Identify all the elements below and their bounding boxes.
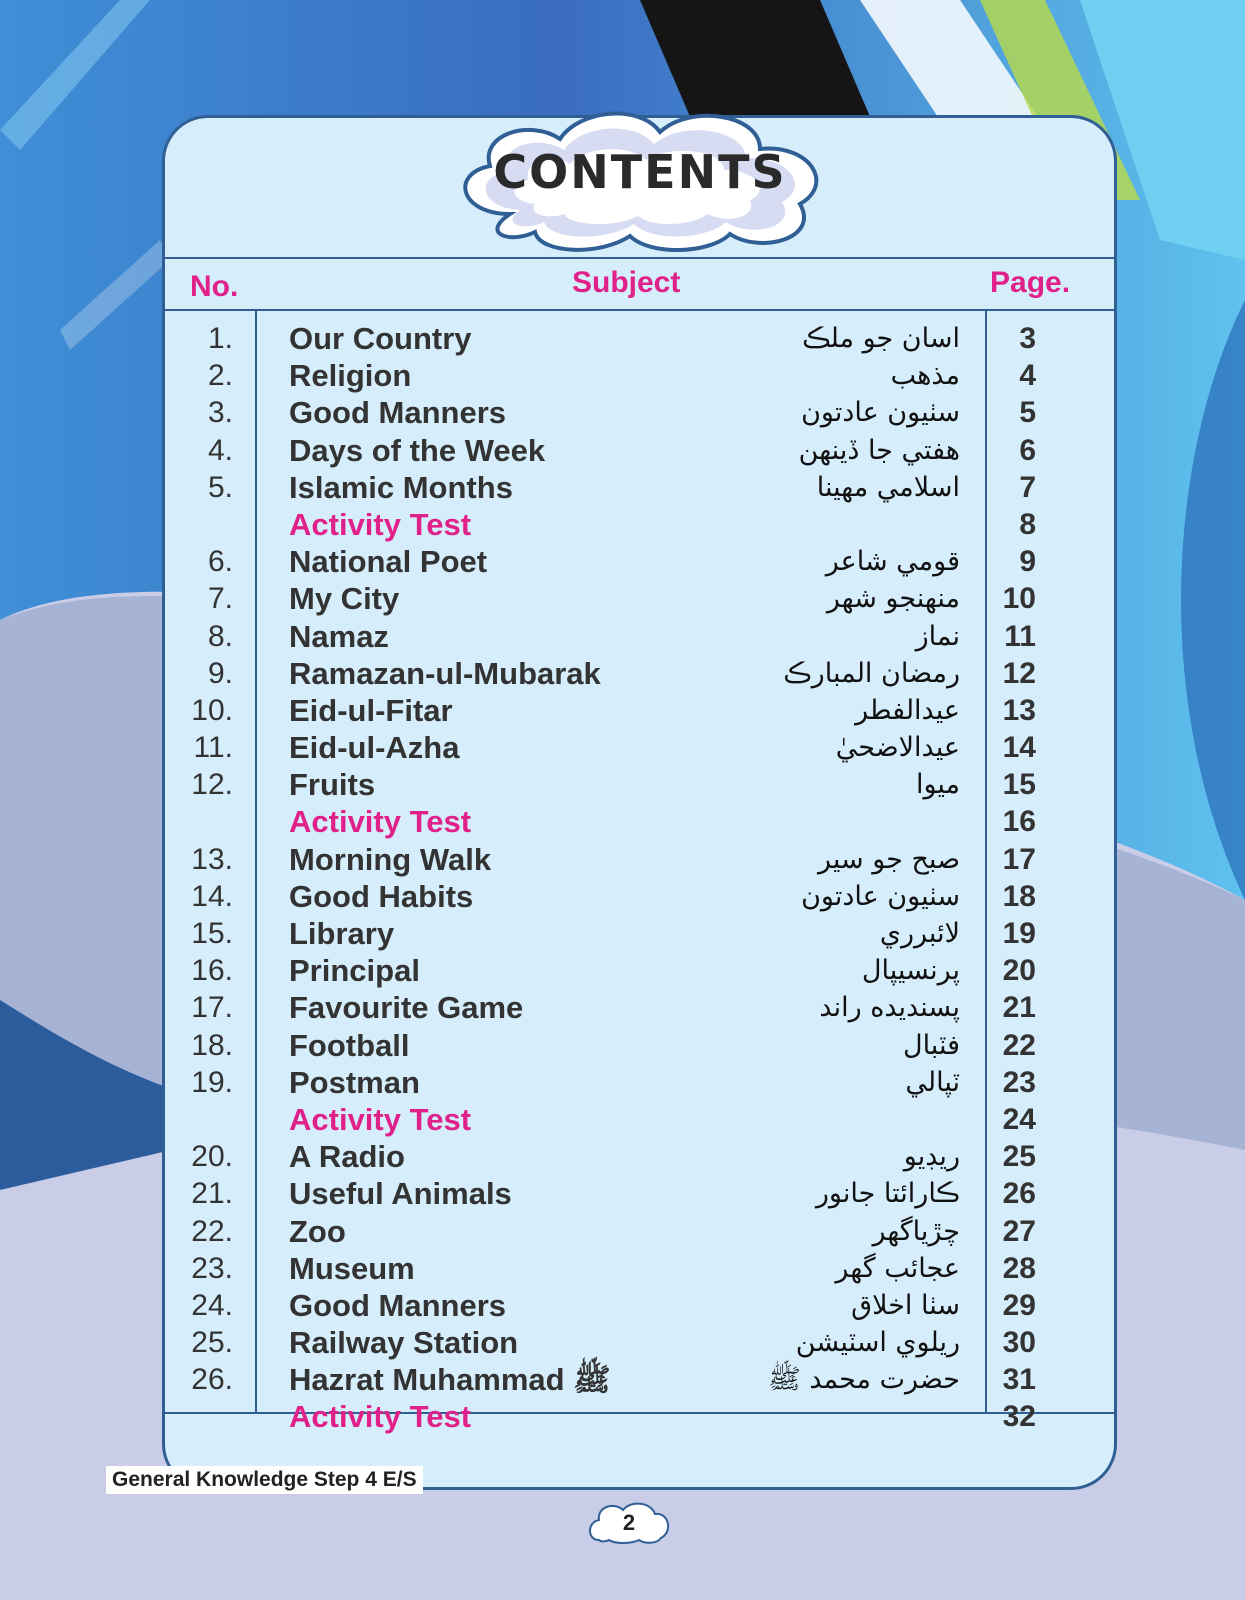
row-subject: Activity Test — [289, 506, 472, 542]
row-subject: Principal — [289, 953, 420, 989]
contents-row — [165, 543, 1114, 580]
row-subject: Museum — [289, 1250, 415, 1286]
row-page: 11 — [1004, 619, 1036, 653]
row-subject: Good Manners — [289, 395, 507, 431]
row-number: 4. — [207, 433, 233, 467]
row-sindhi-title: پسنديده راند — [819, 992, 960, 1024]
row-number: 15. — [191, 917, 233, 950]
row-sindhi-title: لائبرري — [879, 918, 960, 949]
row-page: 15 — [1002, 768, 1036, 802]
row-subject: Religion — [289, 358, 412, 394]
row-subject: Activity Test — [289, 1101, 472, 1137]
row-sindhi-title: اسلامي مهينا — [816, 471, 960, 503]
row-subject: National Poet — [289, 544, 488, 580]
row-page: 31 — [1002, 1363, 1036, 1397]
row-subject: My City — [289, 581, 400, 617]
row-number: 2. — [207, 359, 233, 393]
row-subject: Islamic Months — [289, 469, 513, 505]
row-page: 26 — [1002, 1177, 1036, 1211]
row-subject: Zoo — [289, 1213, 346, 1249]
row-page: 20 — [1002, 954, 1036, 988]
row-number: 7. — [207, 582, 233, 616]
row-sindhi-title: عجائب گهر — [835, 1252, 960, 1284]
row-number: 6. — [207, 545, 233, 579]
row-subject: Fruits — [289, 767, 376, 803]
row-number: 21. — [191, 1177, 233, 1211]
row-sindhi-title: مذهب — [890, 360, 960, 392]
row-page: 13 — [1002, 693, 1036, 727]
contents-row — [165, 1361, 1114, 1398]
contents-row — [165, 320, 1114, 357]
row-number: 13. — [191, 842, 233, 876]
row-number: 1. — [207, 322, 233, 355]
contents-row — [165, 655, 1114, 692]
row-subject: Football — [289, 1027, 410, 1063]
row-page: 10 — [1002, 582, 1036, 616]
row-sindhi-title: صبح جو سير — [818, 843, 960, 875]
contents-row — [165, 432, 1114, 469]
row-page: 24 — [1002, 1102, 1036, 1136]
row-number: 11. — [193, 731, 233, 765]
row-subject: Good Habits — [289, 878, 474, 914]
row-page: 14 — [1002, 731, 1036, 765]
contents-row — [165, 915, 1114, 952]
row-number: 19. — [191, 1065, 233, 1099]
row-number: 20. — [191, 1140, 233, 1174]
row-sindhi-title: سٺا اخلاق — [851, 1289, 960, 1321]
row-subject: Hazrat Muhammad ﷺ — [289, 1362, 611, 1398]
row-sindhi-title: ميوا — [915, 769, 960, 801]
row-page: 18 — [1002, 879, 1036, 913]
row-page: 30 — [1002, 1326, 1036, 1360]
row-subject: Days of the Week — [289, 432, 546, 468]
contents-row — [165, 766, 1114, 803]
row-subject: Postman — [289, 1064, 420, 1100]
row-subject: Eid-ul-Azha — [289, 730, 460, 766]
row-sindhi-title: سٺيون عادتون — [801, 397, 960, 429]
row-page: 7 — [1019, 470, 1036, 504]
activity-test-row — [165, 506, 1114, 543]
row-page: 5 — [1019, 396, 1036, 430]
row-number: 14. — [191, 879, 233, 913]
column-header-no: No. — [190, 270, 239, 303]
row-sindhi-title: ٽپالي — [905, 1066, 960, 1098]
contents-row — [165, 357, 1114, 394]
row-page: 8 — [1019, 507, 1036, 541]
row-number: 18. — [191, 1028, 233, 1062]
row-number: 17. — [191, 991, 233, 1025]
row-subject: Railway Station — [289, 1325, 519, 1361]
contents-row — [165, 841, 1114, 878]
contents-row — [165, 1324, 1114, 1361]
contents-row — [165, 618, 1114, 655]
row-subject: Activity Test — [289, 804, 472, 840]
row-subject: Useful Animals — [289, 1176, 512, 1212]
activity-test-row — [165, 1398, 1114, 1435]
row-page: 17 — [1002, 842, 1036, 876]
row-page: 32 — [1002, 1400, 1036, 1434]
row-page: 19 — [1002, 917, 1036, 950]
contents-row — [165, 469, 1114, 506]
row-sindhi-title: پرنسيپال — [861, 955, 960, 987]
row-number: 9. — [207, 656, 233, 690]
row-number: 10. — [191, 693, 233, 727]
row-subject: Good Manners — [289, 1287, 507, 1323]
contents-row — [165, 692, 1114, 729]
row-sindhi-title: اسان جو ملڪ — [802, 323, 960, 354]
row-number: 5. — [207, 470, 233, 504]
row-number: 25. — [191, 1326, 233, 1360]
row-page: 6 — [1019, 433, 1036, 467]
row-page: 12 — [1002, 656, 1036, 690]
row-page: 16 — [1002, 805, 1036, 839]
page-number: 2 — [622, 1510, 636, 1535]
row-subject: Favourite Game — [289, 990, 524, 1026]
contents-row — [165, 1138, 1114, 1175]
header-bottom-rule — [165, 309, 1114, 311]
row-sindhi-title: رمضان المبارڪ — [783, 657, 960, 689]
row-page: 3 — [1019, 322, 1036, 355]
row-number: 22. — [191, 1214, 233, 1248]
row-sindhi-title: قومي شاعر — [825, 546, 960, 578]
row-number: 8. — [207, 619, 233, 653]
row-page: 29 — [1002, 1288, 1036, 1322]
row-subject: Library — [289, 916, 395, 951]
row-number: 23. — [191, 1251, 233, 1285]
row-sindhi-title: عيدالفطر — [855, 694, 960, 726]
row-sindhi-title: ريلوي اسٽيشن — [795, 1327, 960, 1359]
row-subject: Activity Test — [289, 1399, 472, 1435]
row-subject: Eid-ul-Fitar — [289, 692, 453, 728]
row-subject: A Radio — [289, 1139, 405, 1175]
contents-row — [165, 989, 1114, 1026]
row-number: 26. — [191, 1363, 233, 1397]
header-top-rule — [165, 257, 1114, 259]
row-sindhi-title: فٽبال — [902, 1029, 960, 1061]
row-sindhi-title: هفتي جا ڏينهن — [798, 434, 960, 466]
row-subject: Morning Walk — [289, 841, 492, 877]
row-number: 3. — [207, 396, 233, 430]
row-sindhi-title: ريڊيو — [903, 1141, 960, 1173]
row-number: 24. — [191, 1288, 233, 1322]
row-number: 16. — [191, 954, 233, 988]
row-page: 23 — [1002, 1065, 1036, 1099]
row-subject: Ramazan-ul-Mubarak — [289, 655, 601, 691]
page-title: CONTENTS — [493, 145, 787, 199]
row-sindhi-title: نماز — [915, 620, 960, 652]
row-page: 21 — [1002, 991, 1036, 1025]
column-header-subject: Subject — [572, 266, 681, 299]
contents-row — [165, 1027, 1114, 1064]
row-subject: Namaz — [289, 618, 389, 654]
book-title-label: General Knowledge Step 4 E/S — [106, 1466, 423, 1494]
column-header-page: Page. — [990, 266, 1071, 299]
row-sindhi-title: ڪارائتا جانور — [815, 1178, 960, 1210]
row-sindhi-title: حضرت محمد ﷺ — [768, 1364, 960, 1396]
contents-row — [165, 1213, 1114, 1250]
contents-row — [165, 878, 1114, 915]
row-page: 4 — [1019, 359, 1036, 393]
contents-row — [165, 1175, 1114, 1212]
contents-row — [165, 580, 1114, 617]
contents-list — [165, 320, 1114, 1436]
row-page: 22 — [1002, 1028, 1036, 1062]
contents-row — [165, 1287, 1114, 1324]
row-page: 27 — [1002, 1214, 1036, 1248]
row-page: 25 — [1002, 1140, 1036, 1174]
row-sindhi-title: عيدالاضحيٰ — [835, 732, 960, 764]
contents-row — [165, 729, 1114, 766]
row-page: 9 — [1019, 545, 1036, 579]
contents-row — [165, 1064, 1114, 1101]
row-sindhi-title: منهنجو شهر — [826, 583, 960, 615]
contents-row — [165, 394, 1114, 431]
contents-row — [165, 952, 1114, 989]
row-sindhi-title: چڙياگهر — [872, 1215, 960, 1247]
row-subject: Our Country — [289, 321, 472, 356]
row-page: 28 — [1002, 1251, 1036, 1285]
row-number: 12. — [191, 768, 233, 802]
row-sindhi-title: سٺيون عادتون — [801, 880, 960, 912]
activity-test-row — [165, 1101, 1114, 1138]
activity-test-row — [165, 803, 1114, 840]
contents-row — [165, 1250, 1114, 1287]
